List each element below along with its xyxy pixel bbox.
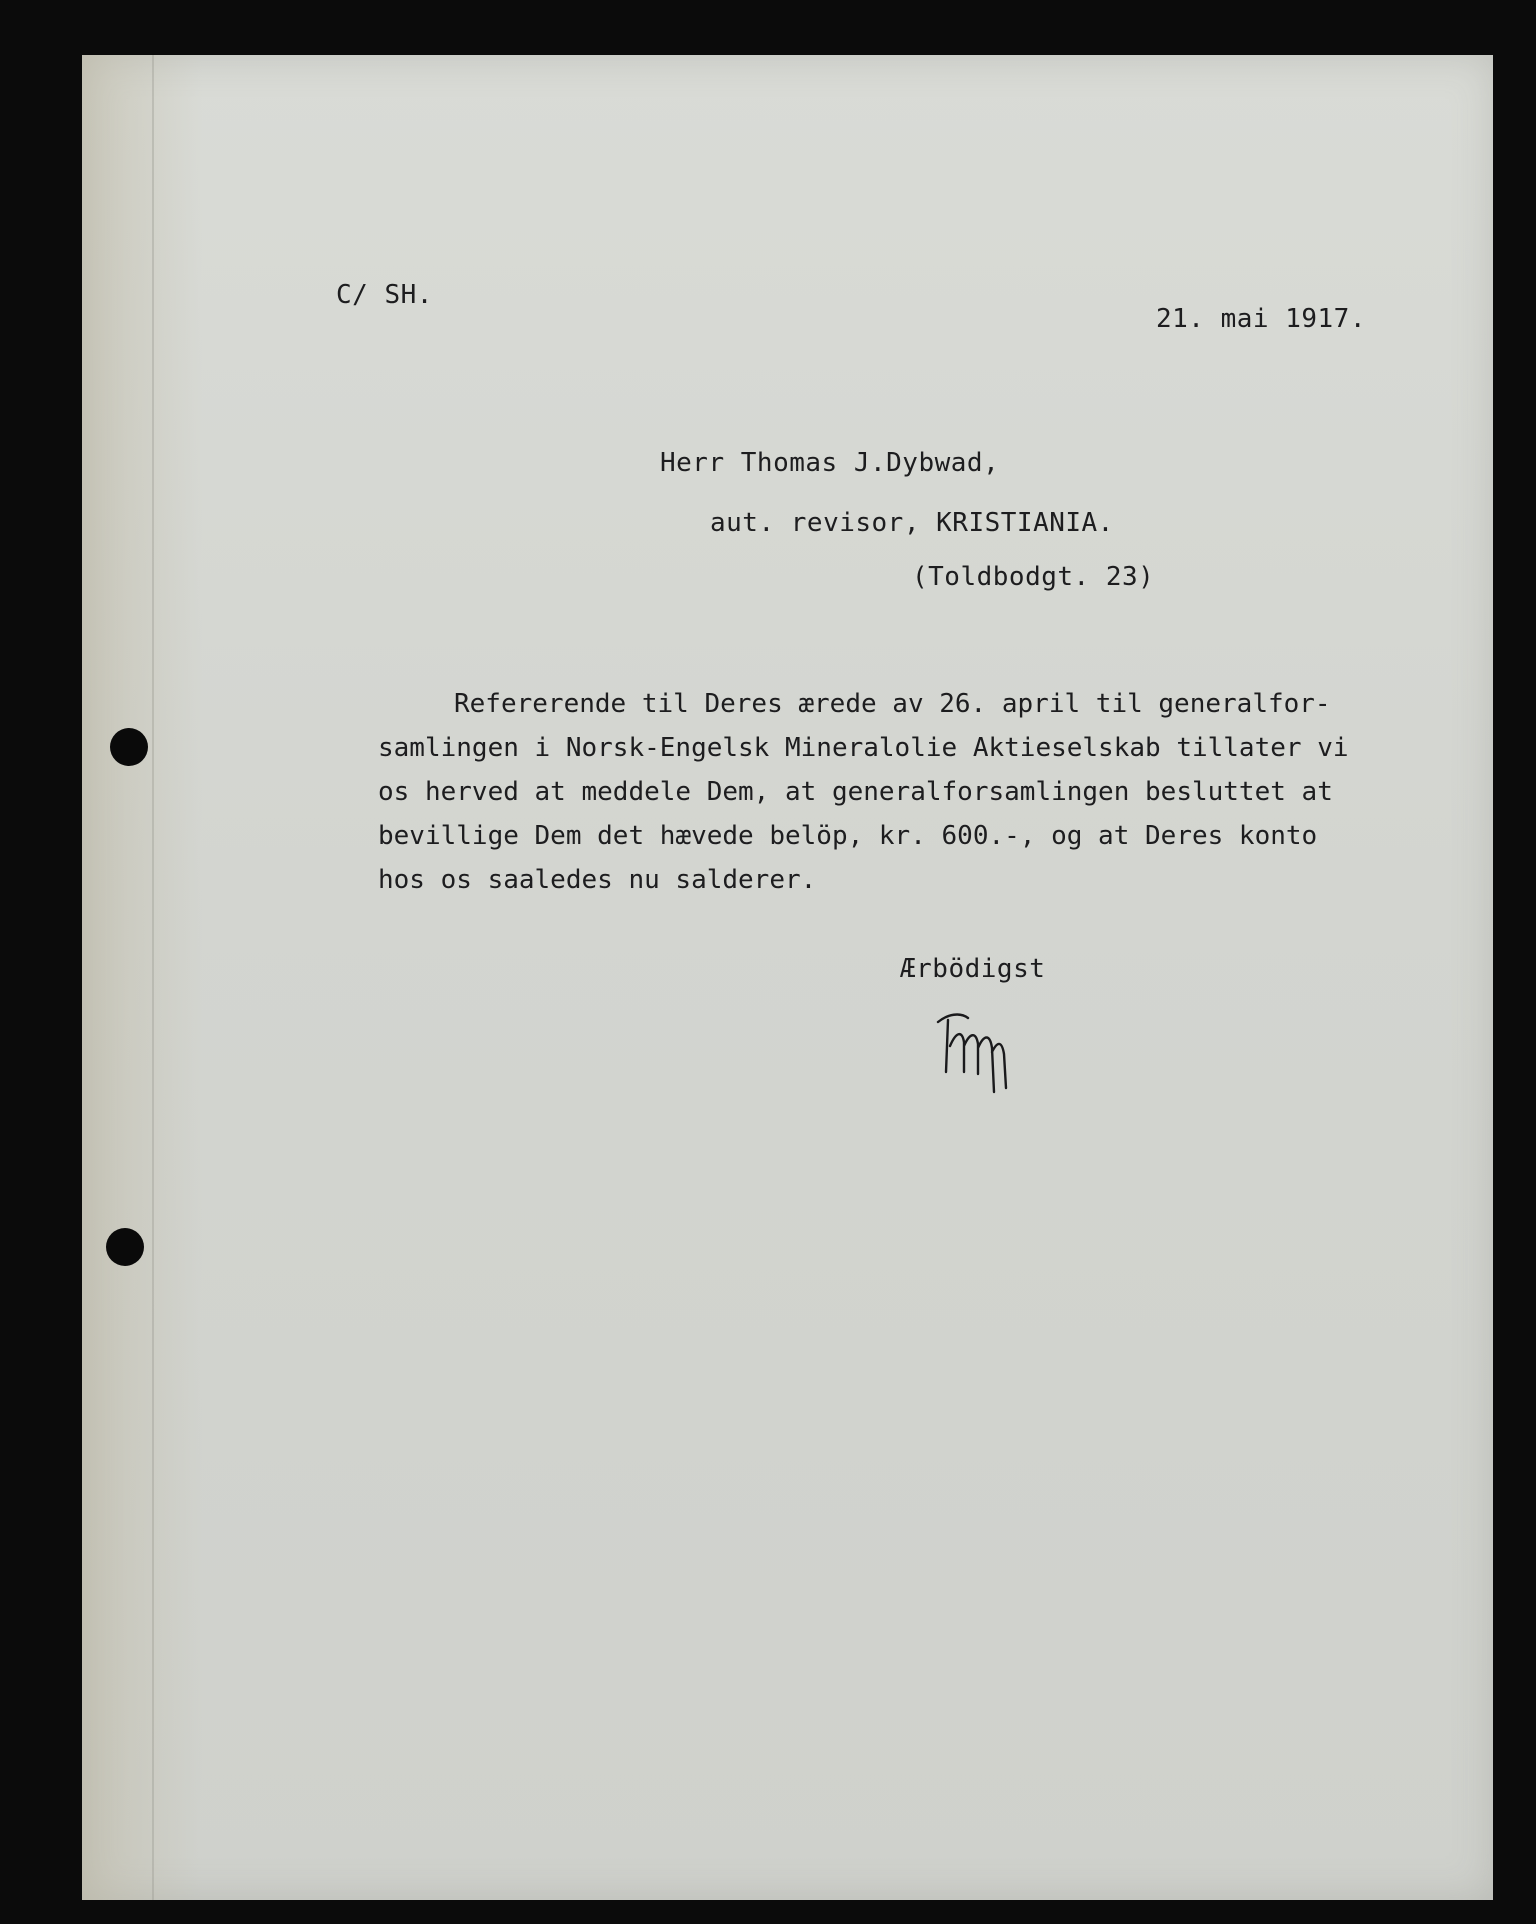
closing-salutation: Ærbödigst (900, 954, 1046, 984)
body-line: bevillige Dem det hævede belöp, kr. 600.-, og at Deres konto (378, 821, 1318, 851)
recipient-name: Herr Thomas J.Dybwad, (660, 448, 1000, 478)
recipient-title-city: aut. revisor, KRISTIANIA. (710, 508, 1114, 538)
recipient-street: (Toldbodgt. 23) (912, 562, 1155, 592)
body-line: os herved at meddele Dem, at generalforsamlingen besluttet at (378, 777, 1333, 807)
punch-hole-top (110, 728, 148, 766)
letter-date: 21. mai 1917. (1156, 304, 1366, 334)
body-line: Refererende til Deres ærede av 26. april til generalfor- (454, 689, 1331, 719)
letter-body (378, 682, 1368, 902)
body-line: hos os saaledes nu salderer. (378, 865, 817, 895)
reference-initials: C/ SH. (336, 280, 433, 310)
handwritten-signature (934, 1002, 1008, 1094)
punch-hole-bottom (106, 1228, 144, 1266)
paper-fold-line (152, 55, 154, 1900)
body-line: samlingen i Norsk-Engelsk Mineralolie Aktieselskab tillater vi (378, 733, 1349, 763)
